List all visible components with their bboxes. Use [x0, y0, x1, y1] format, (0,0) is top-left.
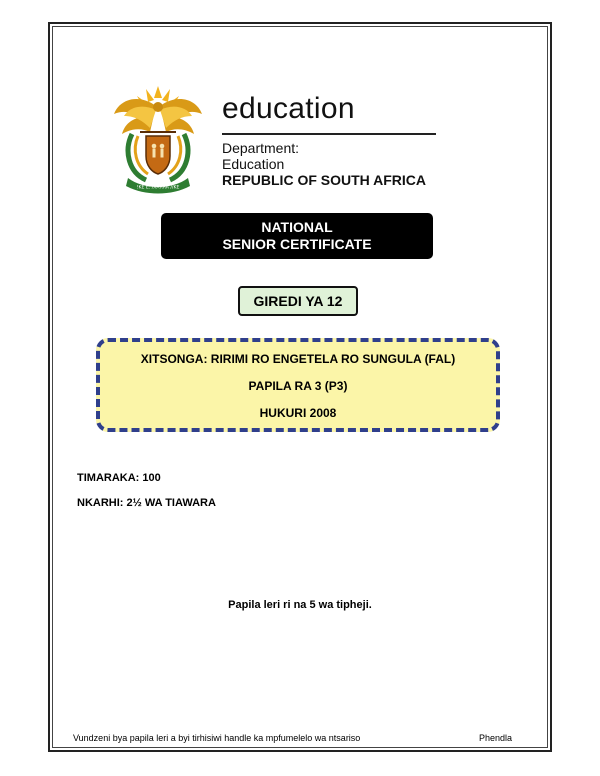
department-label: Department: — [222, 140, 300, 156]
paper-number: PAPILA RA 3 (P3) — [248, 379, 348, 393]
exam-session: HUKURI 2008 — [259, 406, 337, 420]
crest-motto: !KE E: /XARRA //KE — [136, 185, 180, 191]
page-count-note: Papila leri ri na 5 wa tipheji. — [228, 599, 372, 611]
certificate-line-2: SENIOR CERTIFICATE — [222, 236, 372, 252]
logo-divider — [222, 133, 436, 135]
certificate-banner — [161, 213, 433, 259]
time-allowed: NKARHI: 2½ WA TIAWARA — [77, 497, 216, 509]
subject-panel — [96, 338, 500, 432]
country-name: REPUBLIC OF SOUTH AFRICA — [222, 172, 427, 188]
grade-badge: GIREDI YA 12 — [238, 286, 358, 316]
turn-over-label: Phendla — [479, 733, 513, 743]
department-name: Education — [222, 156, 285, 172]
subject-title: XITSONGA: RIRIMI RO ENGETELA RO SUNGULA (FAL) — [140, 352, 456, 366]
education-logo-word: education — [222, 92, 355, 125]
marks-total: TIMARAKA: 100 — [77, 472, 161, 484]
copyright-notice: Vundzeni bya papila leri a byi tirhisiwi handle ka mpfumelelo wa ntsariso — [73, 733, 361, 743]
certificate-line-1: NATIONAL — [261, 219, 333, 235]
coat-of-arms-icon — [110, 80, 206, 196]
